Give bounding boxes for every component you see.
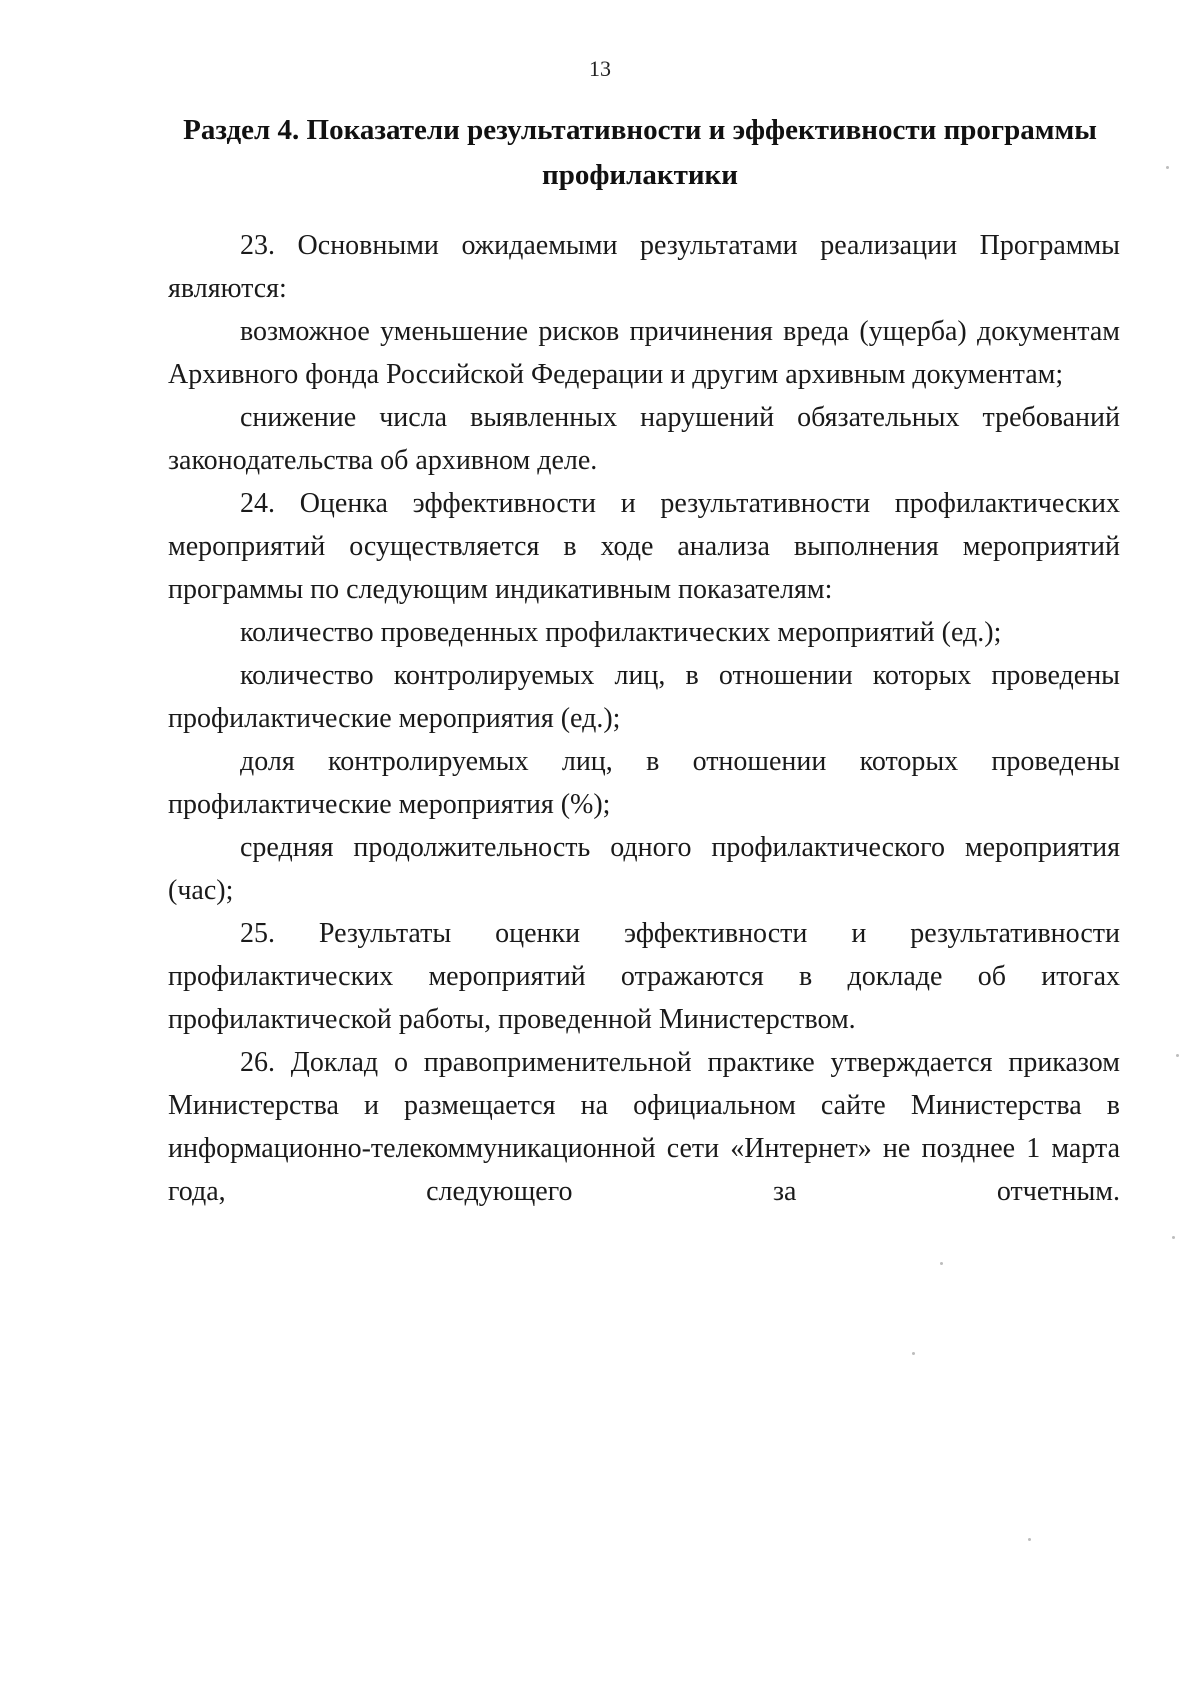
document-body (168, 224, 1120, 1213)
scan-speck (1172, 1236, 1175, 1239)
paragraph-24: 24. Оценка эффективности и результативности профилактических мероприятий осуществляется в ходе анализа выполнения мероприятий программы по следующим индикативным показателям: (168, 488, 1120, 605)
paragraph-25: 25. Результаты оценки эффективности и результативности профилактических мероприятий отражаются в докладе об итогах профилактической работы, проведенной Министерством. (168, 918, 1120, 1035)
indicator-count-events: количество проведенных профилактических мероприятий (ед.); (240, 617, 1002, 648)
paragraph-26: 26. Доклад о правоприменительной практике утверждается приказом Министерства и размещается на официальном сайте Министерства в информационно-телекоммуникационной сети «Интернет» не позднее 1 марта года, следующего за отчетным. (168, 1047, 1120, 1207)
scan-speck (912, 1352, 915, 1355)
indicator-average-duration: средняя продолжительность одного профилактического мероприятия (час); (168, 832, 1120, 906)
paragraph-23: 23. Основными ожидаемыми результатами реализации Программы являются: (168, 230, 1120, 304)
page-number: 13 (589, 56, 611, 81)
section-title: Раздел 4. Показатели результативности и эффективности программы профилактики (183, 114, 1097, 191)
scan-speck (1166, 166, 1169, 169)
paragraph-violations-reduction: снижение числа выявленных нарушений обязательных требований законодательства об архивном деле. (168, 402, 1120, 476)
paragraph-risk-reduction: возможное уменьшение рисков причинения вреда (ущерба) документам Архивного фонда Российской Федерации и другим архивным документам; (168, 316, 1120, 390)
indicator-count-persons: количество контролируемых лиц, в отношении которых проведены профилактические мероприятия (ед.); (168, 660, 1120, 734)
indicator-share-persons: доля контролируемых лиц, в отношении которых проведены профилактические мероприятия (%); (168, 746, 1120, 820)
scan-speck (1028, 1538, 1031, 1541)
scan-speck (1176, 1054, 1179, 1057)
scan-speck (940, 1262, 943, 1265)
